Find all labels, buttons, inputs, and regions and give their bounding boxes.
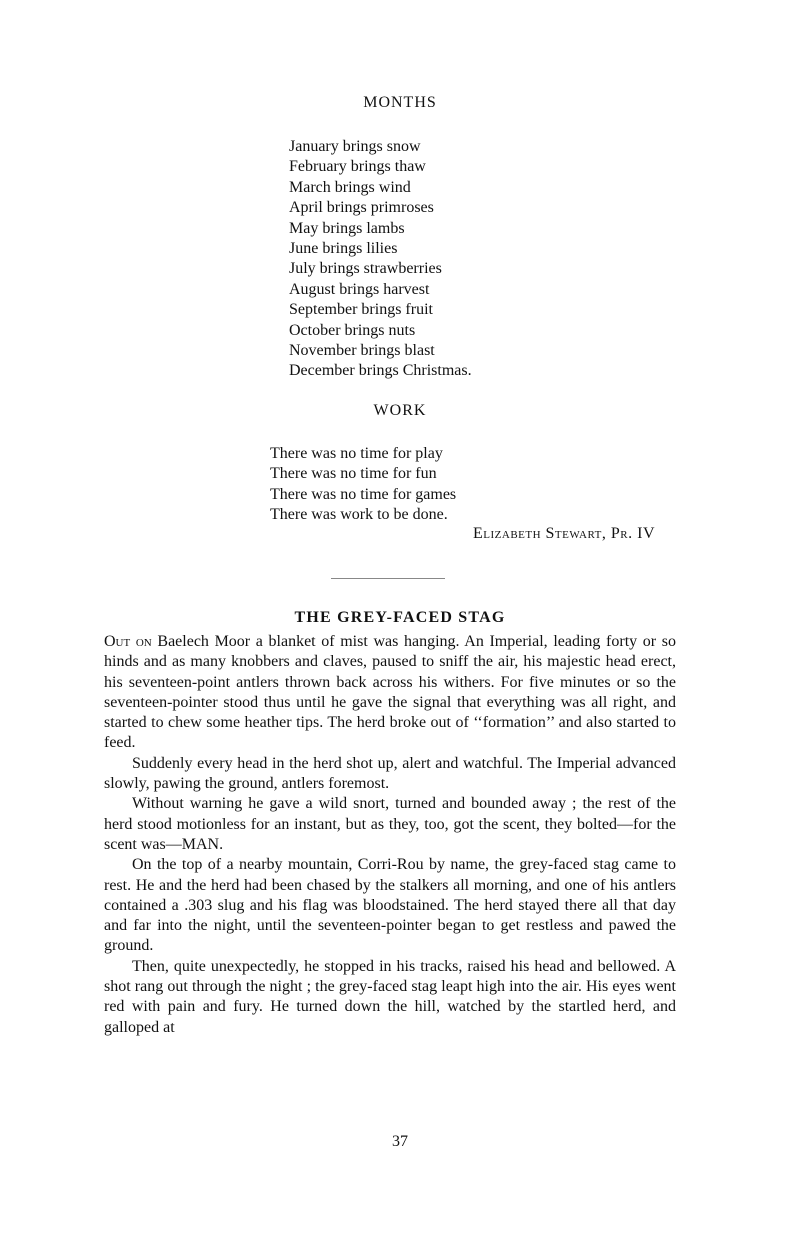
story-lead-words: Out on [104, 633, 152, 650]
poem-line: September brings fruit [289, 301, 433, 319]
poem-line: There was no time for fun [270, 465, 437, 483]
poem-line: January brings snow [289, 138, 421, 155]
months-poem [289, 137, 472, 382]
work-poem [270, 444, 456, 526]
months-title: MONTHS [363, 94, 437, 111]
poem-line: July brings strawberries [289, 260, 442, 278]
work-title: WORK [373, 402, 427, 419]
poem-line: There was no time for play [270, 445, 443, 462]
poem-line: There was no time for games [270, 485, 457, 503]
story-paragraph: Without warning he gave a wild snort, turned and bounded away ; the rest of the herd stood motionless for an instant, but as they, too, got the scent, they bolted—for the scent was—MAN. [104, 795, 676, 853]
poem-line: There was work to be done. [270, 506, 448, 524]
story-paragraph [104, 632, 676, 754]
poem-line: December brings Christmas. [289, 362, 472, 380]
poem-line: May brings lambs [289, 219, 405, 237]
poem-line: November brings blast [289, 342, 435, 360]
author-attribution: Elizabeth Stewart, Pr. IV [473, 525, 655, 542]
page-number: 37 [392, 1133, 408, 1150]
story-body [104, 632, 676, 1038]
story-title: THE GREY-FACED STAG [294, 609, 506, 626]
story-paragraph: Then, quite unexpectedly, he stopped in his tracks, raised his head and bellowed. A shot rang out through the night ; the grey-faced stag leapt high into the air. His eyes went red with pain and fury. He turned down the hill, watched by the startled herd, and galloped at [104, 957, 676, 1036]
story-paragraph: Suddenly every head in the herd shot up, alert and watchful. The Imperial advanced slowly, pawing the ground, antlers foremost. [104, 754, 676, 793]
section-divider [331, 578, 445, 579]
poem-line: April brings primroses [289, 199, 434, 217]
poem-line: March brings wind [289, 178, 411, 196]
poem-line: August brings harvest [289, 280, 430, 298]
story-paragraph-text: Baelech Moor a blanket of mist was hanging. An Imperial, leading forty or so hinds and as many knobbers and claves, paused to sniff the air, his majestic head erect, his seventeen-point antlers thrown back across his withers. For five minutes or so the seventeen-pointer stood thus until he gave the signal that everything was all right, and started to chew some heather tips. The herd broke out of ‘‘formation’’ and also started to feed. [104, 633, 677, 752]
poem-line: October brings nuts [289, 321, 416, 339]
poem-line: February brings thaw [289, 158, 426, 176]
poem-line: June brings lilies [289, 240, 398, 258]
story-paragraph: On the top of a nearby mountain, Corri-Rou by name, the grey-faced stag came to rest. He and the herd had been chased by the stalkers all morning, and one of his antlers contained a .303 slug and his flag was bloodstained. The herd stayed there all that day and far into the night, until the seventeen-pointer began to get restless and pawed the ground. [104, 856, 676, 955]
